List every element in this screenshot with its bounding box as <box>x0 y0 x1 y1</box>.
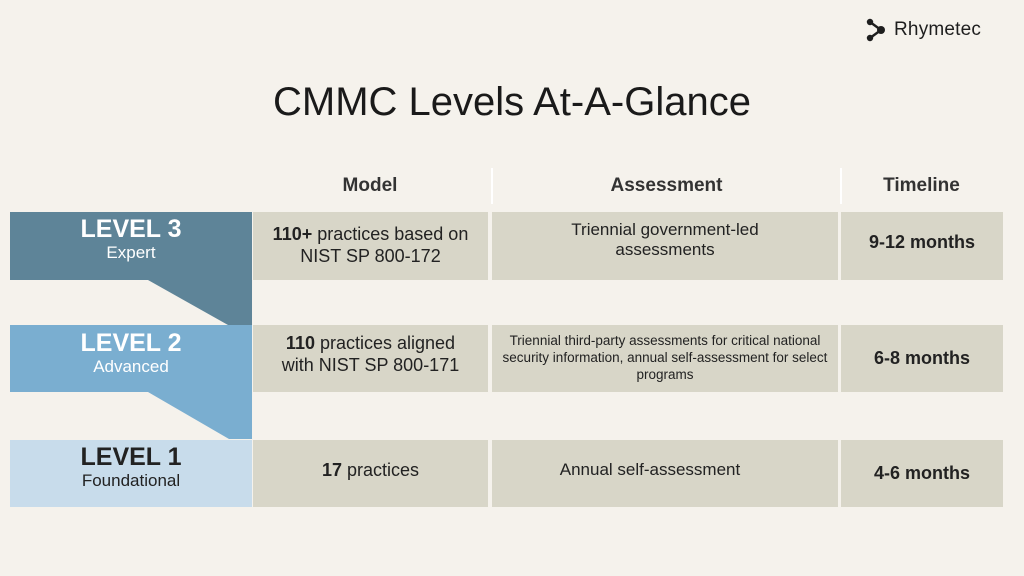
level-name: LEVEL 3 <box>80 215 182 243</box>
model-count: 17 <box>321 459 342 480</box>
brand-name: Rhymetec <box>894 19 982 40</box>
level-subtitle: Advanced <box>93 356 169 376</box>
column-header-timeline: Timeline <box>883 175 960 196</box>
level1-timeline-cell <box>841 440 1003 507</box>
assessment-text: Triennial third-party assessments for critical national security information, annual self-assessment for select programs <box>502 333 828 382</box>
level3-label <box>10 216 252 262</box>
level-name: LEVEL 1 <box>80 443 182 471</box>
assessment-text: Annual self-assessment <box>559 460 741 480</box>
model-count: 110 <box>285 332 315 353</box>
level-name: LEVEL 2 <box>80 329 182 357</box>
level3-assessment-cell <box>492 212 838 280</box>
level2-label <box>10 330 252 376</box>
column-header-assessment: Assessment <box>491 168 842 204</box>
page-title: CMMC Levels At-A-Glance <box>273 80 751 124</box>
level2-timeline-cell <box>841 325 1003 392</box>
level1-label <box>10 444 252 490</box>
model-text: practices <box>342 459 420 480</box>
level2-model-cell <box>253 325 488 392</box>
column-header-model: Model <box>342 175 398 196</box>
assessment-text: Triennial government-led assessments <box>571 219 759 259</box>
timeline-text: 9-12 months <box>868 231 976 252</box>
timeline-text: 4-6 months <box>873 463 970 483</box>
level3-model-cell <box>253 212 488 280</box>
level3-timeline-cell <box>841 212 1003 280</box>
level-subtitle: Foundational <box>81 470 181 490</box>
level1-model-cell <box>253 440 488 507</box>
level1-assessment-cell <box>492 440 838 507</box>
model-count: 110+ <box>272 224 313 245</box>
level-subtitle: Expert <box>106 242 156 262</box>
model-text: practices based on NIST SP 800-172 <box>300 224 469 266</box>
model-text: practices aligned with NIST SP 800-171 <box>281 332 460 375</box>
level2-assessment-cell <box>492 325 838 392</box>
timeline-text: 6-8 months <box>873 348 970 368</box>
